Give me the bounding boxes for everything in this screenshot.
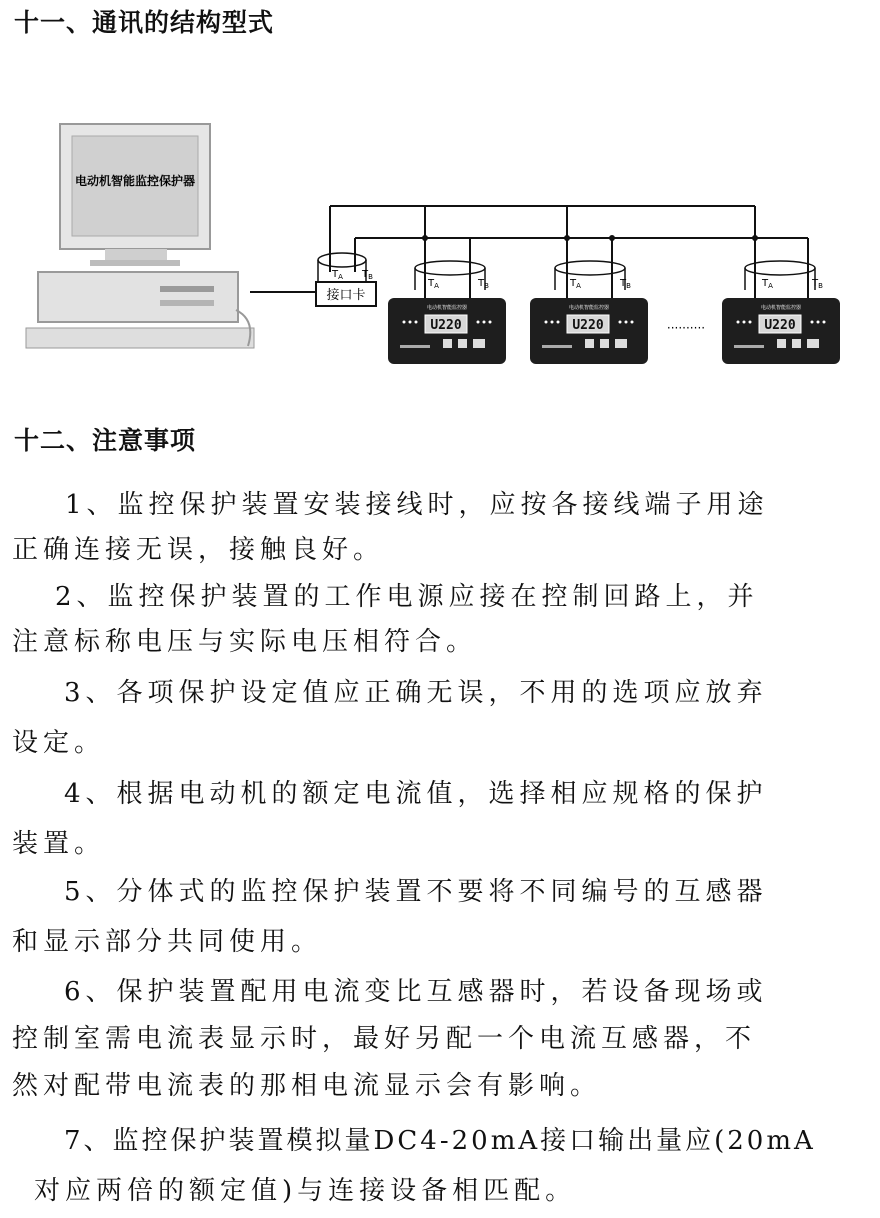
communication-diagram [0, 110, 880, 380]
svg-text:TB: $T_B$ [478, 278, 489, 290]
note-item-4: 4、根据电动机的额定电流值，选择相应规格的保护 装置。 [12, 779, 768, 859]
note-item-7: 7、监控保护装置模拟量DC4-20mA接口输出量应(20mA 对应两倍的额定值)与连接设备相匹配。 [34, 1126, 816, 1206]
svg-text:U220: U220 [572, 318, 604, 333]
note-item-6: 6、保护装置配用电流变比互感器时，若设备现场或 控制室需电流表显示时，最好另配一个电流互感器，不 然对配带电流表的那相电流显示会有影响。 [12, 977, 768, 1101]
svg-text:TA: $T_A$ [762, 278, 773, 290]
svg-text:U220: U220 [764, 318, 796, 333]
note-item-3: 3、各项保护设定值应正确无误，不用的选项应放弃 设定。 [12, 678, 768, 758]
svg-text:TB: $T_B$ [362, 269, 373, 281]
note-item-1: 1、监控保护装置安装接线时，应按各接线端子用途 正确连接无误，接触良好。 [12, 490, 769, 565]
svg-text:U220: U220 [430, 318, 462, 333]
computer-icon [26, 124, 254, 348]
monitor-screen-text: 电动机智能监控保护器 [74, 174, 196, 188]
protector-device-3 [722, 261, 840, 364]
protector-device-2 [530, 261, 648, 364]
section-11-title: 十一、通讯的结构型式 [14, 8, 275, 37]
note-item-2: 2、监控保护装置的工作电源应接在控制回路上，并 注意标称电压与实际电压相符合。 [12, 582, 759, 657]
svg-text:TA: $T_A$ [428, 278, 439, 290]
svg-text:TA: $T_A$ [332, 269, 343, 281]
svg-text:电动机智能监控器: 电动机智能监控器 [760, 305, 802, 311]
section-12-title: 十二、注意事项 [14, 426, 197, 455]
svg-text:电动机智能监控器: 电动机智能监控器 [426, 305, 468, 311]
note-item-5: 5、分体式的监控保护装置不要将不同编号的互感器 和显示部分共同使用。 [12, 877, 768, 957]
protector-device-1 [388, 261, 506, 364]
svg-text:电动机智能监控器: 电动机智能监控器 [568, 305, 610, 311]
interface-card-label: 接口卡 [326, 288, 366, 303]
svg-text:TA: $T_A$ [570, 278, 581, 290]
more-devices-ellipsis: ·········· [666, 321, 706, 335]
svg-text:TB: $T_B$ [620, 278, 631, 290]
svg-text:TB: $T_B$ [812, 278, 823, 290]
